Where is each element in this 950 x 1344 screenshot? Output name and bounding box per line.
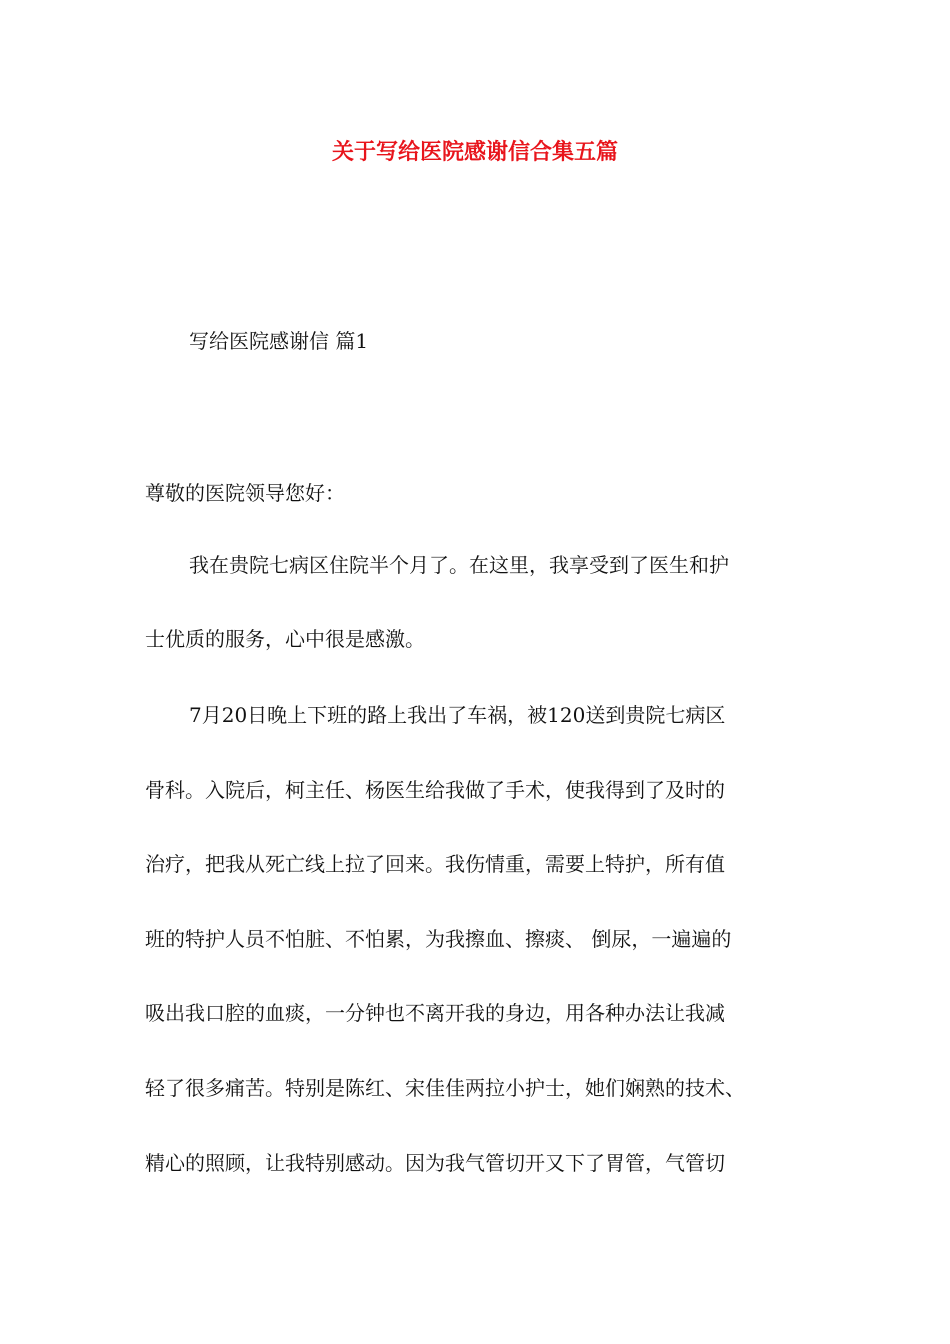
- paragraph-line: 7月20日晚上下班的路上我出了车祸，被120送到贵院七病区: [189, 703, 726, 727]
- paragraph-line: 轻了很多痛苦。特别是陈红、宋佳佳两拉小护士，她们娴熟的技术、: [145, 1076, 745, 1100]
- paragraph-line: 士优质的服务，心中很是感激。: [145, 627, 425, 651]
- paragraph-line: 班的特护人员不怕脏、不怕累，为我擦血、擦痰、 倒尿，一遍遍的: [145, 927, 732, 951]
- paragraph-line: 骨科。入院后，柯主任、杨医生给我做了手术，使我得到了及时的: [145, 778, 725, 802]
- section-heading: 写给医院感谢信 篇1: [189, 329, 369, 353]
- paragraph-line: 吸出我口腔的血痰，一分钟也不离开我的身边，用各种办法让我减: [145, 1001, 725, 1025]
- paragraph-line: 治疗，把我从死亡线上拉了回来。我伤情重，需要上特护，所有值: [145, 852, 725, 876]
- document-title: 关于写给医院感谢信合集五篇: [331, 139, 618, 165]
- salutation: 尊敬的医院领导您好：: [145, 481, 345, 505]
- paragraph-line: 精心的照顾，让我特别感动。因为我气管切开又下了胃管，气管切: [145, 1151, 725, 1175]
- paragraph-line: 我在贵院七病区住院半个月了。在这里，我享受到了医生和护: [189, 553, 729, 577]
